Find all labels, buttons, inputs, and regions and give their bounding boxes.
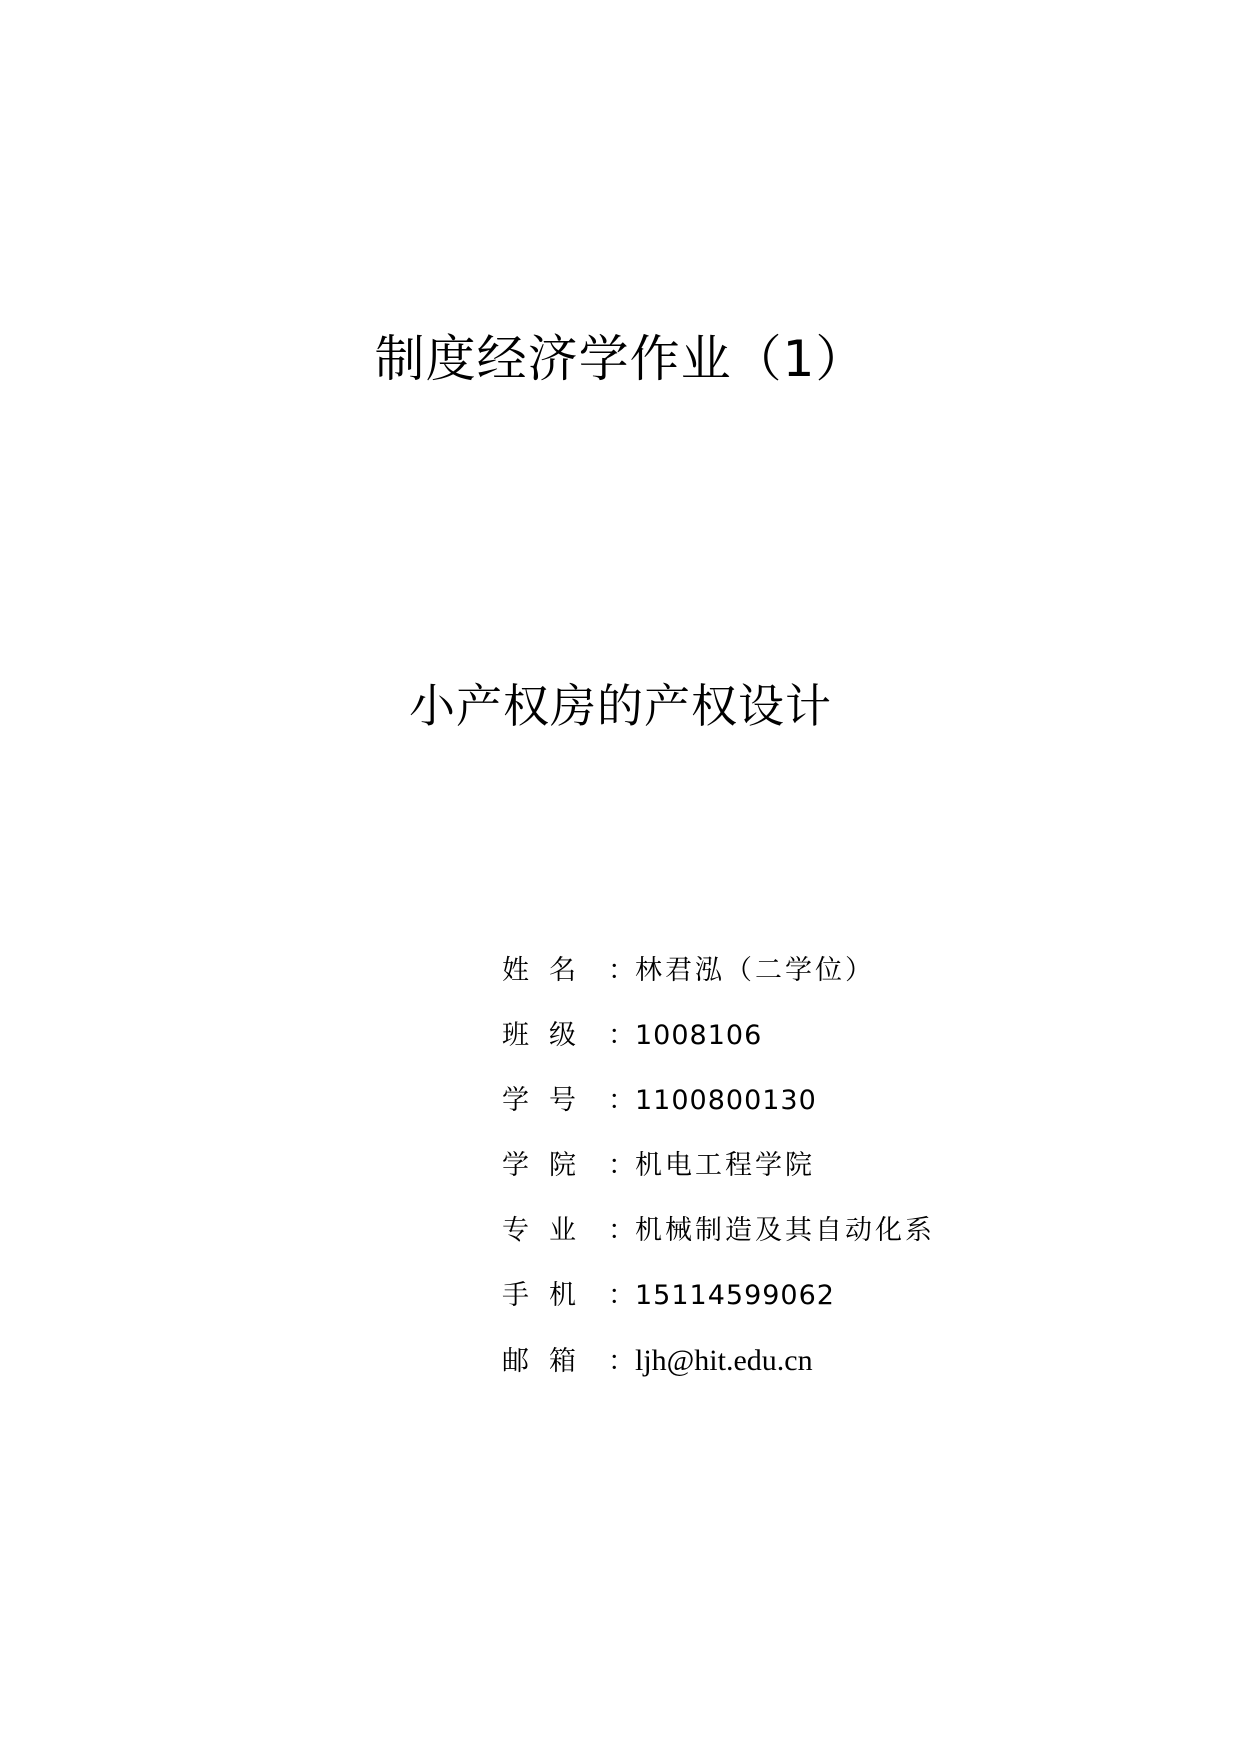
info-label: 专 业 [502, 1215, 576, 1246]
info-label: 邮 箱 [502, 1346, 576, 1377]
info-value-name: 林君泓（二学位） [635, 955, 875, 986]
info-row-class [502, 1003, 935, 1068]
info-label: 学 院 [502, 1150, 576, 1181]
info-label: 班 级 [502, 1020, 576, 1051]
info-row-name [502, 938, 935, 1003]
document-subtitle: 小产权房的产权设计 [409, 679, 832, 733]
info-value-phone: 15114599062 [635, 1280, 835, 1311]
info-row-email [502, 1328, 935, 1393]
info-label: 姓 名 [502, 955, 576, 986]
info-row-school [502, 1133, 935, 1198]
info-separator: ： [608, 1150, 635, 1181]
info-separator: ： [608, 955, 635, 986]
info-value-school: 机电工程学院 [635, 1150, 815, 1181]
info-row-student-id [502, 1068, 935, 1133]
info-separator: ： [608, 1020, 635, 1051]
student-info-block [502, 938, 935, 1393]
info-row-phone [502, 1263, 935, 1328]
info-label: 学 号 [502, 1085, 576, 1116]
info-value-major: 机械制造及其自动化系 [635, 1215, 935, 1246]
info-value-student-id: 1100800130 [635, 1085, 817, 1116]
info-row-major [502, 1198, 935, 1263]
info-separator: ： [608, 1215, 635, 1246]
info-separator: ： [608, 1280, 635, 1311]
info-value-email: ljh@hit.edu.cn [635, 1344, 813, 1377]
info-value-class: 1008106 [635, 1020, 763, 1051]
info-separator: ： [608, 1346, 635, 1377]
info-label: 手 机 [502, 1280, 576, 1311]
document-title: 制度经济学作业（1） [374, 330, 867, 388]
info-separator: ： [608, 1085, 635, 1116]
